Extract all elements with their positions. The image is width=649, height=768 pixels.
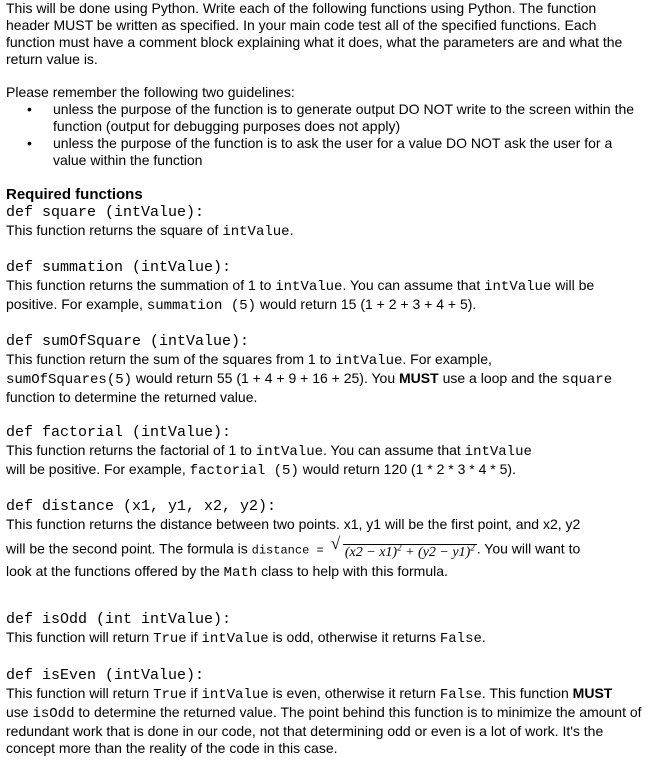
formula-line: will be the second point. The formula is distance = √ $(x2 - x1)^2 + (y2 - y1)^2$ . You will want to	[6, 533, 642, 567]
function-description: This function returns the square of intValue.	[6, 222, 294, 240]
document-page	[6, 0, 642, 757]
function-signature: def sumOfSquare (intValue):	[6, 333, 250, 350]
function-description: This function returns the distance between two points. x1, y1 will be the first point, and x2, y2	[6, 516, 581, 532]
distance-formula: √ $(x2 - x1)^2 + (y2 - y1)^2$	[331, 533, 477, 567]
guidelines-heading: Please remember the following two guidelines:	[6, 84, 295, 100]
guideline-item: • unless the purpose of the function is to generate output DO NOT write to the screen within the function (output for debugging purposes does not apply)	[27, 101, 635, 134]
bullet-icon: •	[27, 135, 32, 151]
function-description: This function return the sum of the squares from 1 to intValue. For example, sumOfSquares(5) would return 55 (1 + 4 + 9 + 16 + 25). You MUST use a loop and the square function to determine the returned value.	[6, 351, 613, 405]
function-sum-of-square	[6, 333, 642, 406]
function-signature: def isEven (intValue):	[6, 666, 205, 684]
function-description: This function will return True if intValue is even, otherwise it return False. This function MUST use isOdd to determine the returned value. The point behind this function is to minimize the amount of redundant work that is done in our code, not that determining odd or even is a lot of work. It's the concept more than the reality of the code in this case.	[6, 684, 642, 756]
function-signature: def square (intValue):	[6, 204, 205, 221]
function-description: This function returns the summation of 1 to intValue. You can assume that intValue will be positive. For example, summation (5) would return 15 (1 + 2 + 3 + 4 + 5).	[6, 277, 595, 314]
function-distance	[6, 498, 642, 582]
function-signature: def distance (x1, y1, x2, y2):	[6, 498, 277, 515]
guideline-item: • unless the purpose of the function is to ask the user for a value DO NOT ask the user for a value within the function	[27, 135, 613, 168]
function-is-even	[6, 667, 642, 757]
guidelines-list	[6, 101, 642, 169]
function-square	[6, 204, 642, 241]
bullet-icon: •	[27, 101, 32, 117]
function-signature: def factorial (intValue):	[6, 424, 232, 441]
function-is-odd	[6, 611, 642, 648]
intro-paragraph: This will be done using Python. Write each of the following functions using Python. The function header MUST be written as specified. In your main code test all of the specified functions. Each function must have a comment block explaining what it does, what the parameters are and what the return value is.	[6, 0, 623, 67]
radical-icon: √	[330, 534, 341, 553]
function-signature: def isOdd (int intValue):	[6, 610, 232, 628]
function-factorial	[6, 424, 642, 480]
required-functions-heading: Required functions	[6, 186, 143, 203]
function-description: This function will return True if intValue is odd, otherwise it returns False.	[6, 628, 486, 647]
function-signature: def summation (intValue):	[6, 259, 232, 276]
function-description-continued: look at the functions offered by the Math class to help with this formula.	[6, 562, 448, 581]
function-description: This function returns the factorial of 1 to intValue. You can assume that intValue will be positive. For example, factorial (5) would return 120 (1 * 2 * 3 * 4 * 5).	[6, 442, 532, 479]
function-summation	[6, 259, 642, 315]
